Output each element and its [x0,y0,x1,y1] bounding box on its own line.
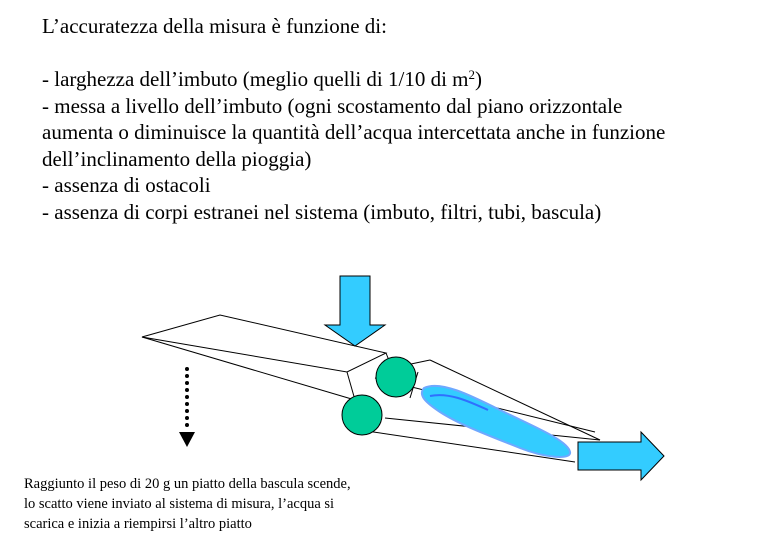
bullet-level-line3: dell’inclinamento della pioggia) [42,146,312,171]
bullet-level-line1: - messa a livello dell’imbuto (ogni scostamento dal piano orizzontale [42,93,623,118]
dotted-down-arrow-icon [179,367,195,447]
caption-line-3: scarica e inizia a riempirsi l’altro piatto [24,516,252,532]
cyan-down-arrow-icon [325,276,385,346]
pivot-ball-bottom [342,395,382,435]
page-title: L’accuratezza della misura è funzione di: [42,14,387,38]
superscript: 2 [468,67,476,82]
bullet-foreign-bodies: - assenza di corpi estranei nel sistema (imbuto, filtri, tubi, bascula) [42,199,602,224]
caption-line-1: Raggiunto il peso di 20 g un piatto della bascula scende, [24,476,351,492]
diagram-caption [24,474,351,534]
bullet-funnel-width-close: ) [475,67,483,91]
pivot-ball-top [376,357,416,397]
bullet-funnel-width-text: - larghezza dell’imbuto (meglio quelli di 1/10 di m [42,67,469,91]
bullet-obstacles: - assenza di ostacoli [42,173,211,197]
caption-line-2: lo scatto viene inviato al sistema di misura, l’acqua si [24,496,335,512]
bullet-level-line2: aumenta o diminuisce la quantità dell’acqua intercettata anche in funzione [42,120,666,144]
water-volume [422,386,570,457]
